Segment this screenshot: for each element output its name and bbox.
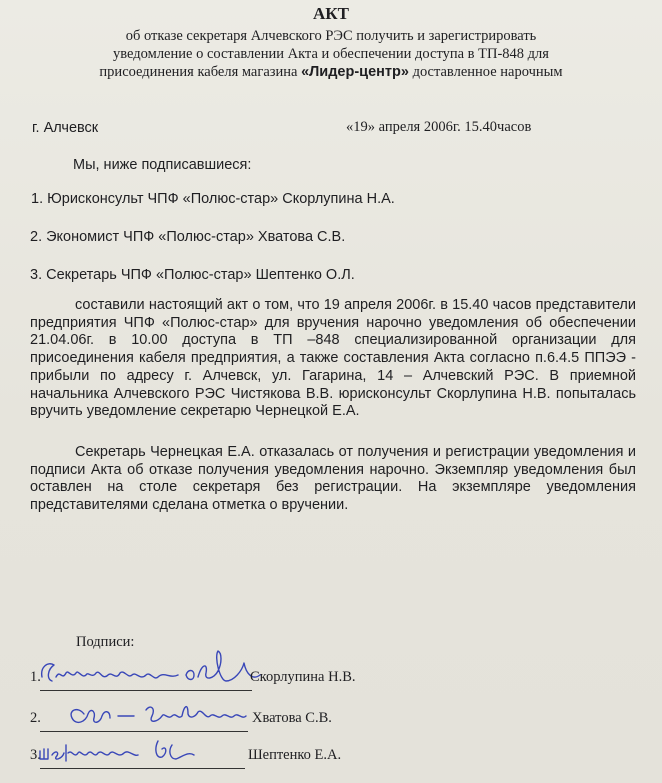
signature-number-2: 2. — [30, 710, 41, 726]
signature-number-1: 1. — [30, 669, 41, 685]
subtitle-line-3-end: доставленное нарочным — [408, 64, 563, 80]
document-subtitle-line-3 — [0, 64, 662, 81]
signatory-name-2: Хватова С.В. — [252, 710, 332, 726]
signature-row-1 — [30, 665, 390, 691]
handwritten-signature-2 — [38, 694, 268, 734]
signatory-name-3: Шептенко Е.А. — [248, 747, 342, 763]
document-subtitle-line-2: уведомление о составлении Акта и обеспечении доступа в ТП-848 для — [113, 46, 549, 62]
member-3: 3. Секретарь ЧПФ «Полюс-стар» Шептенко О.Л. — [30, 267, 355, 283]
document-title: АКТ — [313, 4, 349, 23]
handwritten-signature-3 — [38, 731, 238, 771]
signatures-heading: Подписи: — [76, 634, 135, 650]
store-name: «Лидер-центр» — [301, 64, 409, 80]
signatory-name-1: Скорлупина Н.В. — [250, 669, 356, 685]
intro-text: Мы, ниже подписавшиеся: — [73, 157, 252, 173]
document-date: «19» апреля 2006г. 15.40часов — [346, 119, 532, 135]
signature-number-3: 3. — [30, 747, 41, 763]
member-1: 1. Юрисконсульт ЧПФ «Полюс-стар» Скорлупина Н.А. — [31, 191, 395, 207]
document-subtitle-line-1: об отказе секретаря Алчевского РЭС получить и зарегистрировать — [125, 28, 537, 44]
paragraph-1: составили настоящий акт о том, что 19 апреля 2006г. в 15.40 часов представители предприятия ЧПФ «Полюс-стар» для вручения нарочно уведомления об обеспечении 21.04.06г. в 10.00 доступа в ТП –848 специализированной организации для присоединения кабеля предприятия, а также составления Акта согласно п.6.4.5 ППЭЭ - прибыли по адресу г. Алчевск, ул. Гагарина, 14 – Алчевский РЭС. В приемной начальника Алчевского РЭС Чистякова В.В. юрисконсульт Скорлупина Н.В. попыталась вручить уведомление секретарю Чернецкой Е.А. — [30, 297, 636, 420]
handwritten-signature-1 — [38, 651, 278, 695]
member-2: 2. Экономист ЧПФ «Полюс-стар» Хватова С.В. — [30, 229, 346, 245]
subtitle-line-3-start: присоединения кабеля магазина — [99, 64, 302, 80]
paragraph-2: Секретарь Чернецкая Е.А. отказалась от получения и регистрации уведомления и подписи Акта об отказе получения уведомления нарочно. Экземпляр уведомления был оставлен на столе секретаря без регистрации. На экземпляре уведомления представителями сделана отметка о вручении. — [30, 444, 636, 514]
signature-row-2 — [30, 706, 380, 732]
signature-row-3 — [30, 743, 380, 769]
city: г. Алчевск — [32, 120, 99, 136]
